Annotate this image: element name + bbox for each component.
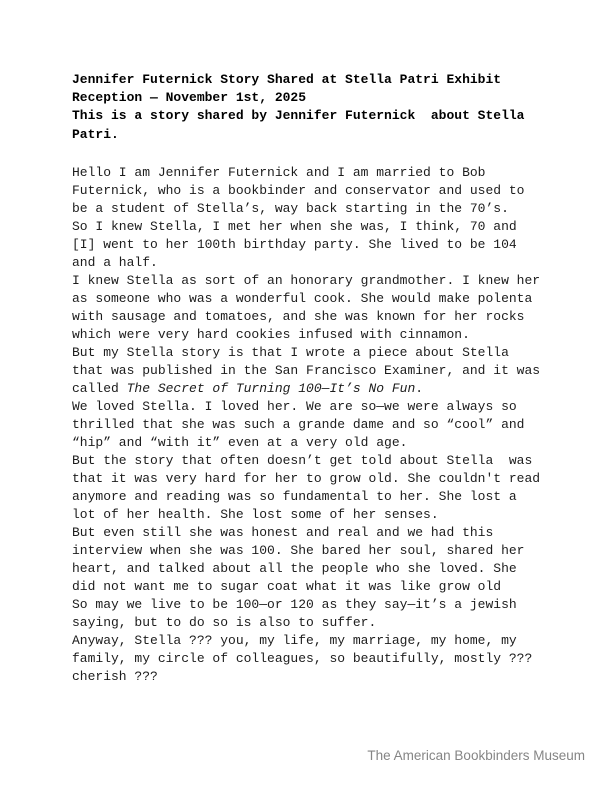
document-header — [72, 71, 524, 144]
body-line: with sausage and tomatoes, and she was known for her rocks — [72, 309, 525, 324]
body-paragraph — [72, 272, 540, 344]
body-line: that was published in the San Francisco Examiner, and it was — [72, 363, 541, 378]
body-line: [I] went to her 100th birthday party. She lived to be 104 — [72, 237, 517, 252]
body-paragraph — [72, 524, 540, 596]
body-line: But the story that often doesn’t get told about Stella was — [72, 453, 533, 468]
body-line: But even still she was honest and real and we had this — [72, 525, 494, 540]
subtitle-line: Patri. — [72, 126, 119, 142]
body-line: thrilled that she was such a grande dame and so “cool” and — [72, 417, 525, 432]
body-paragraph — [72, 452, 540, 524]
body-text-segment: called — [72, 381, 127, 396]
body-line: be a student of Stella’s, way back starting in the 70’s. — [72, 201, 509, 216]
body-line: We loved Stella. I loved her. We are so—we were always so — [72, 399, 517, 414]
body-line: So may we live to be 100—or 120 as they say—it’s a jewish — [72, 597, 517, 612]
body-line: lot of her health. She lost some of her senses. — [72, 507, 439, 522]
body-line: Futernick, who is a bookbinder and conservator and used to — [72, 183, 525, 198]
body-text-segment: . — [415, 381, 424, 396]
body-line: Hello I am Jennifer Futernick and I am married to Bob — [72, 165, 486, 180]
subtitle-line: This is a story shared by Jennifer Futernick about Stella — [72, 108, 525, 124]
body-paragraph — [72, 596, 540, 632]
body-line: Anyway, Stella ??? you, my life, my marriage, my home, my — [72, 633, 517, 648]
body-line: as someone who was a wonderful cook. She would make polenta — [72, 291, 533, 306]
footer-museum-name: The American Bookbinders Museum — [367, 748, 585, 763]
body-line: and a half. — [72, 255, 158, 270]
body-line: interview when she was 100. She bared her soul, shared her — [72, 543, 525, 558]
body-line: saying, but to do so is also to suffer. — [72, 615, 377, 630]
body-paragraph — [72, 632, 540, 686]
body-line: But my Stella story is that I wrote a piece about Stella — [72, 345, 509, 360]
body-line — [72, 380, 540, 398]
document-body — [72, 164, 540, 686]
article-title: The Secret of Turning 100—It’s No Fun — [126, 381, 416, 396]
body-line: cherish ??? — [72, 669, 158, 684]
body-line: So I knew Stella, I met her when she was, I think, 70 and — [72, 219, 517, 234]
body-line: family, my circle of colleagues, so beautifully, mostly ??? — [72, 651, 533, 666]
body-line: which were very hard cookies infused with cinnamon. — [72, 327, 470, 342]
body-line: did not want me to sugar coat what it was like grow old — [72, 579, 502, 594]
body-paragraph — [72, 398, 540, 452]
body-line: I knew Stella as sort of an honorary grandmother. I knew her — [72, 273, 541, 288]
body-paragraph — [72, 164, 540, 272]
body-line: heart, and talked about all the people who she loved. She — [72, 561, 517, 576]
body-line: that it was very hard for her to grow old. She couldn't read — [72, 471, 541, 486]
title-line: Jennifer Futernick Story Shared at Stella Patri Exhibit — [72, 72, 502, 87]
title-line: Reception — November 1st, 2025 — [72, 90, 307, 106]
body-paragraph — [72, 344, 540, 398]
body-line: anymore and reading was so fundamental to her. She lost a — [72, 489, 517, 504]
document-title — [72, 71, 524, 107]
body-line: “hip” and “with it” even at a very old age. — [72, 435, 408, 450]
document-subtitle — [72, 107, 524, 143]
